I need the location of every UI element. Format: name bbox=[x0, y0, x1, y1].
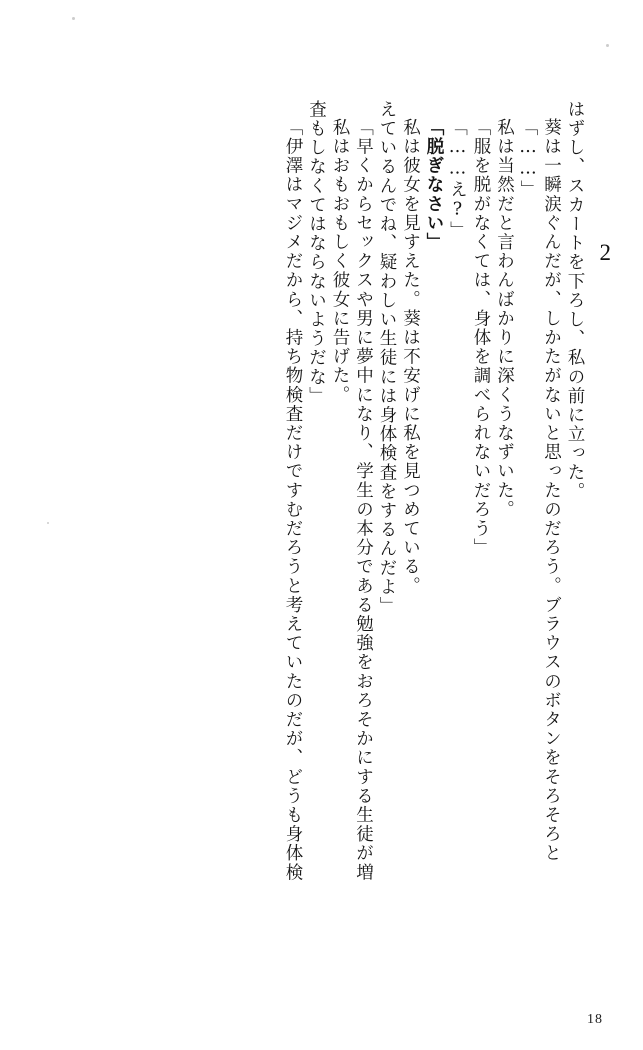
text-column-emphasis: 「脱ぎなさい」 bbox=[424, 118, 444, 252]
text-column: えているんでね、疑わしい生徒には身体検査をするんだよ」 bbox=[377, 100, 397, 616]
text-column: はずし、スカートを下ろし、私の前に立った。 bbox=[565, 100, 585, 502]
text-column: 葵は一瞬涙ぐんだが、しかたがないと思ったのだろう。ブラウスのボタンをそろそろと bbox=[541, 118, 562, 863]
scan-speck bbox=[47, 522, 49, 524]
text-column: 私は彼女を見すえた。葵は不安げに私を見つめている。 bbox=[400, 118, 421, 596]
text-column: 私は当然だと言わんばかりに深くうなずいた。 bbox=[494, 118, 515, 520]
chapter-number: 2 bbox=[599, 240, 611, 265]
text-column: 査もしなくてはならないようだな」 bbox=[306, 100, 327, 406]
scan-speck bbox=[72, 17, 75, 20]
text-column: 「……え?」 bbox=[447, 118, 468, 241]
vertical-text-block bbox=[55, 100, 583, 980]
page-number: 18 bbox=[587, 1012, 603, 1027]
text-column: 「伊澤はマジメだから、持ち物検査だけですむだろうと考えていたのだが、どうも身体検 bbox=[283, 118, 303, 882]
text-column: 「早くからセックスや男に夢中になり、学生の本分である勉強をおろそかにする生徒が増 bbox=[353, 118, 374, 882]
text-column: 「服を脱がなくては、身体を調べられないだろう」 bbox=[471, 118, 491, 558]
scan-speck bbox=[606, 44, 609, 47]
text-column: 「……」 bbox=[518, 118, 538, 200]
text-column: 私はおもおもしく彼女に告げた。 bbox=[330, 118, 350, 405]
